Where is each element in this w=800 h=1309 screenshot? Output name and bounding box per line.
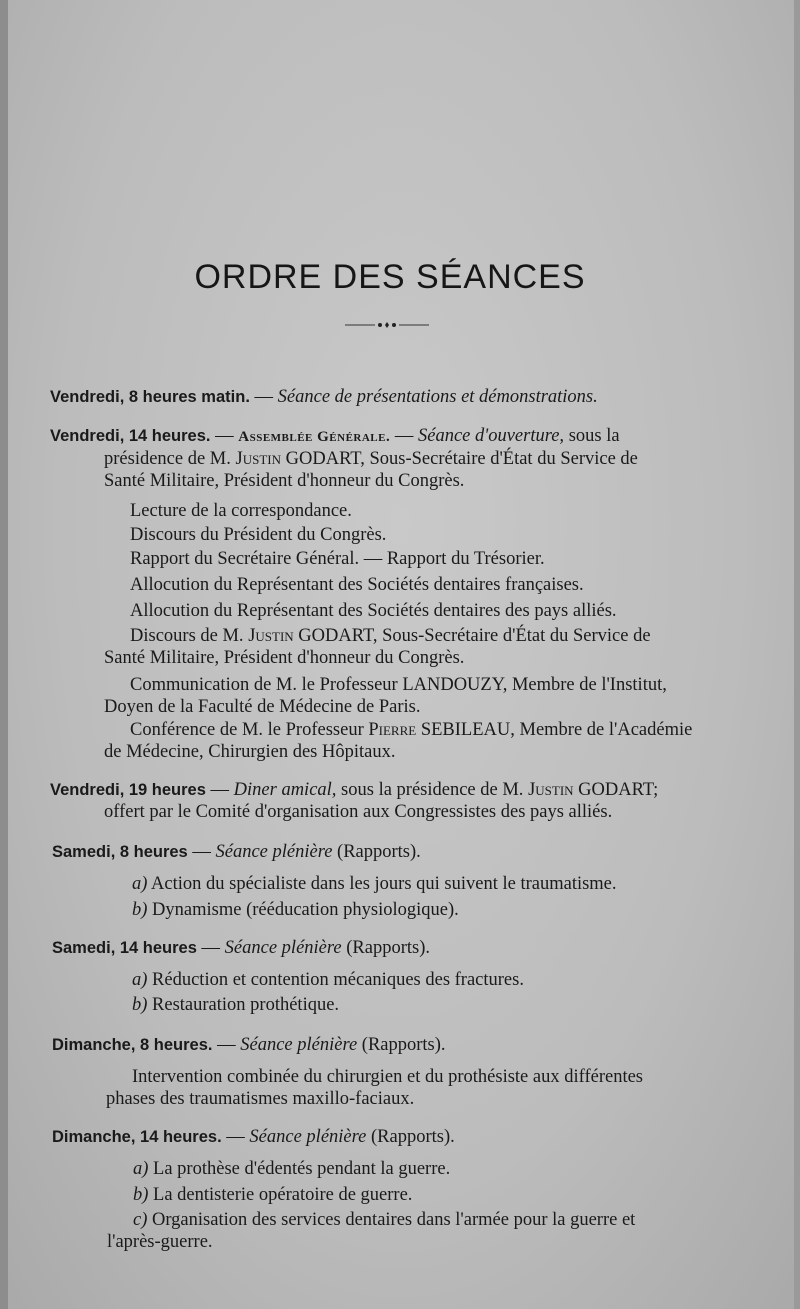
entry-samedi-14h: Samedi, 14 heures — Séance plénière (Rapports). <box>52 938 430 958</box>
samedi-8h-item-a: a) Action du spécialiste dans les jours qui suivent le traumatisme. <box>132 874 617 894</box>
entry-vendredi-19h: Vendredi, 19 heures — Diner amical, sous la présidence de M. Justin GODART; offert par le Comité d'organisation aux Congressistes des pays alliés. <box>50 780 659 822</box>
entry-dimanche-8h: Dimanche, 8 heures. — Séance plénière (Rapports). <box>52 1035 446 1055</box>
agenda-item-conference: Conférence de M. le Professeur Pierre SEBILEAU, Membre de l'Académie de Médecine, Chirurgien des Hôpitaux. <box>104 720 693 762</box>
dimanche-14h-item-c: c) Organisation des services dentaires dans l'armée pour la guerre et l'après-guerre. <box>107 1210 636 1252</box>
entry-samedi-8h: Samedi, 8 heures — Séance plénière (Rapports). <box>52 842 421 862</box>
agenda-item-1: Discours du Président du Congrès. <box>130 525 387 545</box>
agenda-item-4: Allocution du Représentant des Sociétés dentaires des pays alliés. <box>130 601 617 621</box>
samedi-14h-item-b: b) Restauration prothétique. <box>132 995 340 1015</box>
entry-day: Vendredi, 8 heures matin. <box>50 388 250 406</box>
agenda-item-2: Rapport du Secrétaire Général. — Rapport du Trésorier. <box>130 549 545 569</box>
page-title: ORDRE DES SÉANCES <box>194 258 586 296</box>
dimanche-14h-item-a: a) La prothèse d'édentés pendant la guerre. <box>133 1159 451 1179</box>
ornament-divider <box>345 318 429 332</box>
agenda-item-3: Allocution du Représentant des Sociétés dentaires françaises. <box>130 575 584 595</box>
page-edge-left <box>0 0 8 1309</box>
agenda-item-0: Lecture de la correspondance. <box>130 501 352 521</box>
samedi-14h-item-a: a) Réduction et contention mécaniques des fractures. <box>132 970 524 990</box>
samedi-8h-item-b: b) Dynamisme (rééducation physiologique). <box>132 900 459 920</box>
entry-vendredi-14h: Vendredi, 14 heures. — Assemblée Générale. — Séance d'ouverture, sous la présidence de M. Justin GODART, Sous-Secrétaire d'État du Service de Santé Militaire, Président d'honneur du Congrès. <box>50 426 638 491</box>
agenda-item-communication: Communication de M. le Professeur LANDOUZY, Membre de l'Institut, Doyen de la Faculté de Médecine de Paris. <box>104 675 667 717</box>
agenda-item-discours: Discours de M. Justin GODART, Sous-Secrétaire d'État du Service de Santé Militaire, Président d'honneur du Congrès. <box>104 626 651 668</box>
page-edge-right <box>794 0 800 1309</box>
entry-vendredi-8h: Vendredi, 8 heures matin. — Séance de présentations et démonstrations. <box>50 387 598 407</box>
entry-dimanche-14h: Dimanche, 14 heures. — Séance plénière (Rapports). <box>52 1127 455 1147</box>
dimanche-8h-body: Intervention combinée du chirurgien et du prothésiste aux différentes phases des traumatismes maxillo-faciaux. <box>106 1067 643 1109</box>
entry-description: Séance de présentations et démonstrations. <box>277 387 598 407</box>
dimanche-14h-item-b: b) La dentisterie opératoire de guerre. <box>133 1185 413 1205</box>
